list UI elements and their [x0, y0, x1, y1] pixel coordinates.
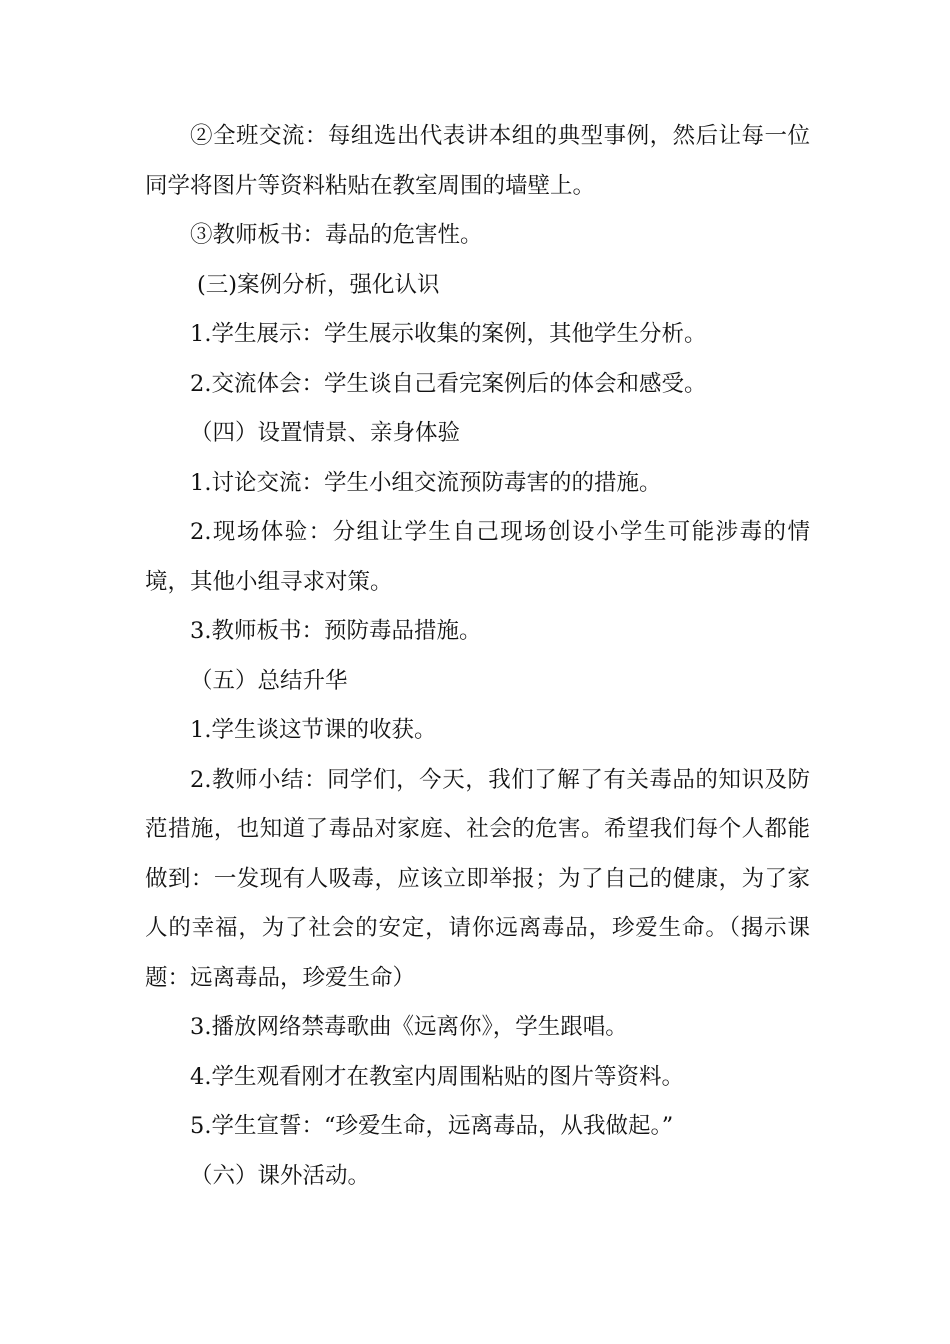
- paragraph-exchange-feelings: 2.交流体会：学生谈自己看完案例后的体会和感受。: [190, 370, 707, 397]
- paragraph-discussion: 1.讨论交流：学生小组交流预防毒害的的措施。: [190, 469, 662, 496]
- paragraph-view-materials: 4.学生观看刚才在教室内周围粘贴的图片等资料。: [190, 1063, 684, 1090]
- paragraph-play-song: 3.播放网络禁毒歌曲《远离你》，学生跟唱。: [190, 1014, 628, 1040]
- section-heading-4: （四）设置情景、亲身体验: [190, 420, 461, 446]
- document-body: [145, 112, 810, 1201]
- paragraph-onsite-experience: 2.现场体验：分组让学生自己现场创设小学生可能涉毒的情境，其他小组寻求对策。: [145, 519, 810, 595]
- paragraph-board-harm: ③教师板书：毒品的危害性。: [190, 222, 483, 248]
- paragraph-oath: 5.学生宣誓：“珍爱生命，远离毒品，从我做起。”: [190, 1113, 674, 1139]
- paragraph-board-prevention: 3.教师板书：预防毒品措施。: [190, 618, 482, 644]
- section-heading-6: （六）课外活动。: [190, 1162, 371, 1189]
- paragraph-teacher-summary: 2.教师小结：同学们，今天，我们了解了有关毒品的知识及防范措施，也知道了毒品对家庭、社会的危害。希望我们每个人都能做到：一发现有人吸毒，应该立即举报；为了自己的健康，为了家人的幸福，为了社会的安定，请你远离毒品，珍爱生命。（揭示课题：远离毒品，珍爱生命）: [145, 766, 810, 991]
- paragraph-student-show: 1.学生展示：学生展示收集的案例，其他学生分析。: [190, 321, 707, 347]
- paragraph-class-exchange: ②全班交流：每组选出代表讲本组的典型事例，然后让每一位同学将图片等资料粘贴在教室周围的墙壁上。: [145, 123, 810, 199]
- section-heading-5: （五）总结升华: [190, 667, 348, 694]
- paragraph-student-gains: 1.学生谈这节课的收获。: [190, 717, 437, 743]
- section-heading-3: (三)案例分析，强化认识: [197, 271, 440, 298]
